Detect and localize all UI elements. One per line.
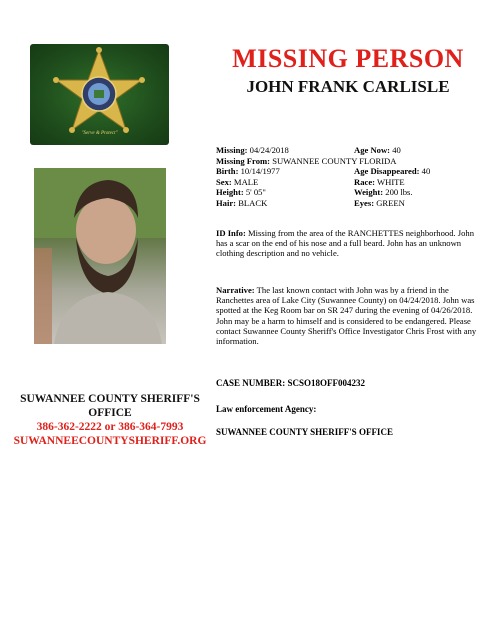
- race-value: WHITE: [377, 176, 405, 187]
- age-disappeared-value: 40: [421, 166, 431, 176]
- case-number-value: SCSO18OFF004232: [287, 378, 366, 388]
- eyes-value: GREEN: [376, 197, 405, 208]
- eyes-label: Eyes:: [354, 197, 375, 208]
- star-badge-icon: [30, 44, 169, 145]
- id-info-label: ID Info:: [216, 228, 246, 238]
- missing-label: Missing:: [216, 145, 248, 155]
- agency-value: SUWANNEE COUNTY SHERIFF'S OFFICE: [216, 427, 393, 437]
- hair-label: Hair:: [216, 197, 237, 208]
- badge-motto: "Serve & Protect": [81, 131, 118, 136]
- subject-photo: [34, 168, 166, 344]
- id-info-section: [216, 228, 484, 259]
- missing-from-label: Missing From:: [216, 155, 271, 166]
- sheriff-phone-numbers: 386-362-2222 or 386-364-7993: [36, 421, 184, 433]
- height-value: 5' 05": [245, 187, 266, 197]
- narrative-text: The last known contact with John was by a friend in the Ranchettes area of Lake City (Suwannee County) on 04/24/2018. John was spotted at the Keg Room bar on SR 247 during the evening of 04/26/2018. John may be a harm to himself and is considered to be endangered. Please contact Suwannee County Sheriff's Office Investigator Chris Frost with any information.: [216, 285, 477, 347]
- race-label: Race:: [354, 176, 375, 187]
- narrative-label: Narrative:: [216, 285, 255, 295]
- details-grid: [216, 145, 486, 227]
- sheriff-office-line2: OFFICE: [88, 407, 132, 419]
- sheriff-office-line1: SUWANNEE COUNTY SHERIFF'S: [20, 393, 200, 405]
- missing-date: 04/24/2018: [249, 145, 289, 155]
- age-now-label: Age Now:: [354, 145, 391, 155]
- weight-value: 200 lbs.: [385, 187, 413, 197]
- sheriff-website-link[interactable]: SUWANNEECOUNTYSHERIFF.ORG: [13, 435, 207, 447]
- birth-label: Birth:: [216, 166, 239, 176]
- case-number-label: CASE NUMBER:: [216, 378, 286, 388]
- sheriff-badge-logo: [30, 44, 169, 145]
- id-info-text: Missing from the area of the RANCHETTES neighborhood. John has a scar on the end of his nose and a full beard. John has an unknown clothing description and no vehicle.: [216, 228, 475, 259]
- subject-name: JOHN FRANK CARLISLE: [246, 77, 450, 96]
- missing-person-headline: MISSING PERSON: [232, 44, 464, 73]
- sheriff-contact-block: [10, 392, 210, 448]
- age-now-value: 40: [392, 145, 401, 155]
- height-label: Height:: [216, 187, 244, 197]
- missing-from-value: SUWANNEE COUNTY FLORIDA: [272, 155, 397, 166]
- case-number-line: [216, 378, 365, 388]
- age-disappeared-label: Age Disappeared:: [354, 166, 420, 176]
- hair-value: BLACK: [238, 197, 268, 208]
- birth-value: 10/14/1977: [240, 166, 280, 176]
- sex-value: MALE: [233, 176, 259, 187]
- agency-label: Law enforcement Agency:: [216, 404, 317, 414]
- sex-label: Sex:: [216, 176, 232, 187]
- weight-label: Weight:: [354, 187, 384, 197]
- narrative-section: [216, 285, 484, 346]
